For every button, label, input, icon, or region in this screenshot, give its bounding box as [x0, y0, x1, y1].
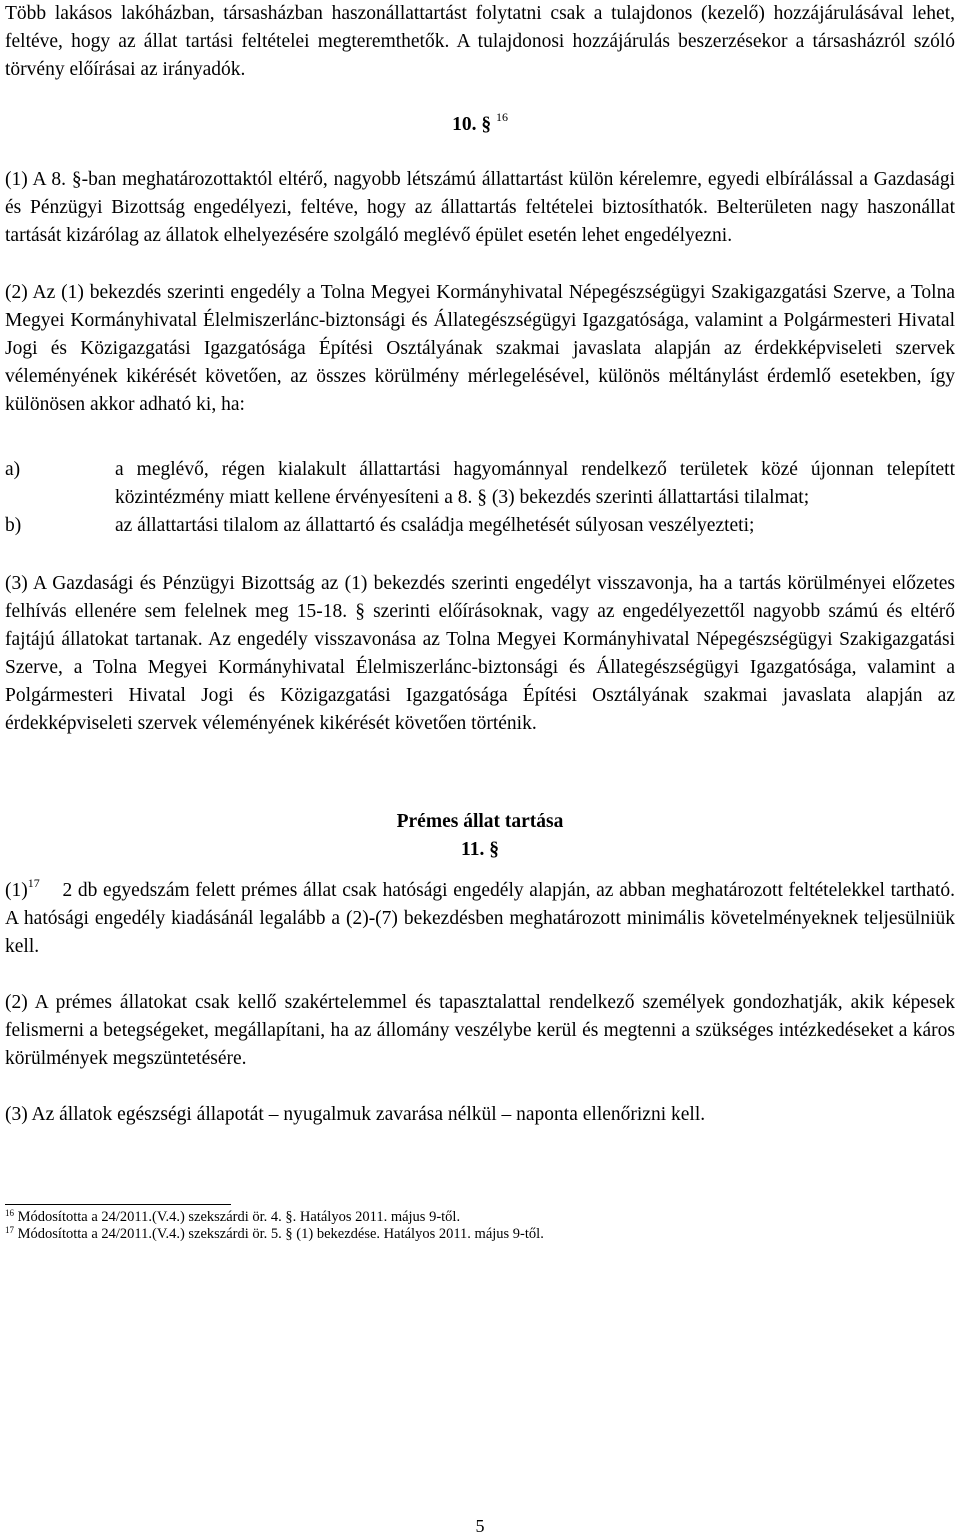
list-item-label: b)	[5, 515, 22, 536]
list-item-label: a)	[5, 459, 21, 480]
section-10-paragraph-2: (2) Az (1) bekezdés szerinti engedély a Tolna Megyei Kormányhivatal Népegészségügyi Szakigazgatási Szerve, a Tolna Megyei Kormányhivatal Élelmiszerlánc-biztonsági és Állategészségügyi Igazgatósága, valamint a Polgármesteri Hivatal Jogi és Közigazgatási Igazgatósága Építési Osztályának szakmai javaslata alapján az érdekképviseleti szervek véleményének kikérését követően, az összes körülmény mérlegelésével, különös méltánylást érdemlő esetekben, így különösen akkor adható ki, ha:	[5, 282, 955, 415]
section-10-number: 10. §	[452, 114, 492, 135]
list-item	[5, 512, 955, 540]
section-11-paragraph-3: (3) Az állatok egészségi állapotát – nyugalmuk zavarása nélkül – naponta ellenőrizni kell.	[5, 1104, 706, 1125]
page-number: 5	[475, 1516, 485, 1536]
paragraph-text: 2 db egyedszám felett prémes állat csak hatósági engedély alapján, az abban meghatározott feltételekkel tartható. A hatósági engedély kiadásánál legalább a (2)-(7) bekezdésben meghatározott minimális követelményeknek teljesülniük kell.	[5, 880, 955, 957]
document-page	[5, 0, 955, 1243]
paragraph-number: (1)	[5, 880, 28, 901]
footnote-text: Módosította a 24/2011.(V.4.) szekszárdi ör. 5. § (1) bekezdése. Hatályos 2011. május 9-től.	[17, 1226, 544, 1242]
intro-paragraph: Több lakásos lakóházban, társasházban haszonállattartást folytatni csak a tulajdonos (kezelő) hozzájárulásával lehet, feltéve, hogy az állat tartási feltételei megteremthetők. A tulajdonosi hozzájárulás beszerzésekor a társasházról szóló törvény előírásai az irányadók.	[5, 3, 955, 80]
footnote	[5, 1209, 955, 1226]
section-10-paragraph-1: (1) A 8. §-ban meghatározottaktól eltérő, nagyobb létszámú állattartást külön kérelemre, egyedi elbírálással a Gazdasági és Pénzügyi Bizottság engedélyezi, feltéve, hogy az állattartás feltételei biztosíthatók. Belterületen nagy haszonállat tartását kizárólag az állatok elhelyezésére szolgáló meglévő épület esetén lehet engedélyezni.	[5, 169, 955, 246]
section-10-heading	[5, 111, 955, 139]
footnotes	[5, 1204, 955, 1243]
list-item-text: az állattartási tilalom az állattartó és családja megélhetését súlyosan veszélyezteti;	[115, 515, 755, 536]
section-11-title: Prémes állat tartása	[396, 811, 564, 832]
section-11-paragraph-1	[5, 877, 955, 961]
section-10-paragraph-3: (3) A Gazdasági és Pénzügyi Bizottság az (1) bekezdés szerinti engedélyt visszavonja, ha a tartás körülményei előzetes felhívás ellenére sem felelnek meg 15-18. § szerinti előírásoknak, vagy az engedélyezettől nagyobb számú és eltérő fajtájú állatokat tartanak. Az engedély visszavonása az Tolna Megyei Kormányhivatal Népegészségügyi Szakigazgatási Szerve, a Tolna Megyei Kormányhivatal Élelmiszerlánc-biztonsági és Állategészségügyi Igazgatósága, valamint a Polgármesteri Hivatal Jogi és Közigazgatási Igazgatósága Építési Osztályának szakmai javaslata alapján az érdekképviseleti szervek véleményének kikérését követően történik.	[5, 573, 955, 734]
list-item-text: a meglévő, régen kialakult állattartási hagyománnyal rendelkező területek közé újonnan telepített közintézmény miatt kellene érvényesíteni a 8. § (3) bekezdés szerinti állattartási tilalmat;	[115, 459, 955, 508]
section-11-heading: 11. §	[461, 839, 499, 860]
footnote-number: 16	[5, 1208, 14, 1218]
footnote-divider	[5, 1204, 231, 1205]
footnote	[5, 1226, 955, 1243]
section-10-list	[5, 456, 955, 540]
footnote-number: 17	[5, 1225, 14, 1235]
section-11-paragraph-2: (2) A prémes állatokat csak kellő szakértelemmel és tapasztalattal rendelkező személyek gondozhatják, akik képesek felismerni a betegségeket, megállapítani, ha az állomány veszélybe kerül és megtenni a szükséges intézkedéseket a káros körülmények megszüntetésére.	[5, 992, 955, 1069]
footnote-ref-17: 17	[27, 876, 40, 890]
footnote-text: Módosította a 24/2011.(V.4.) szekszárdi ör. 4. §. Hatályos 2011. május 9-től.	[17, 1209, 461, 1225]
footnote-ref-16: 16	[495, 110, 508, 124]
list-item	[5, 456, 955, 512]
